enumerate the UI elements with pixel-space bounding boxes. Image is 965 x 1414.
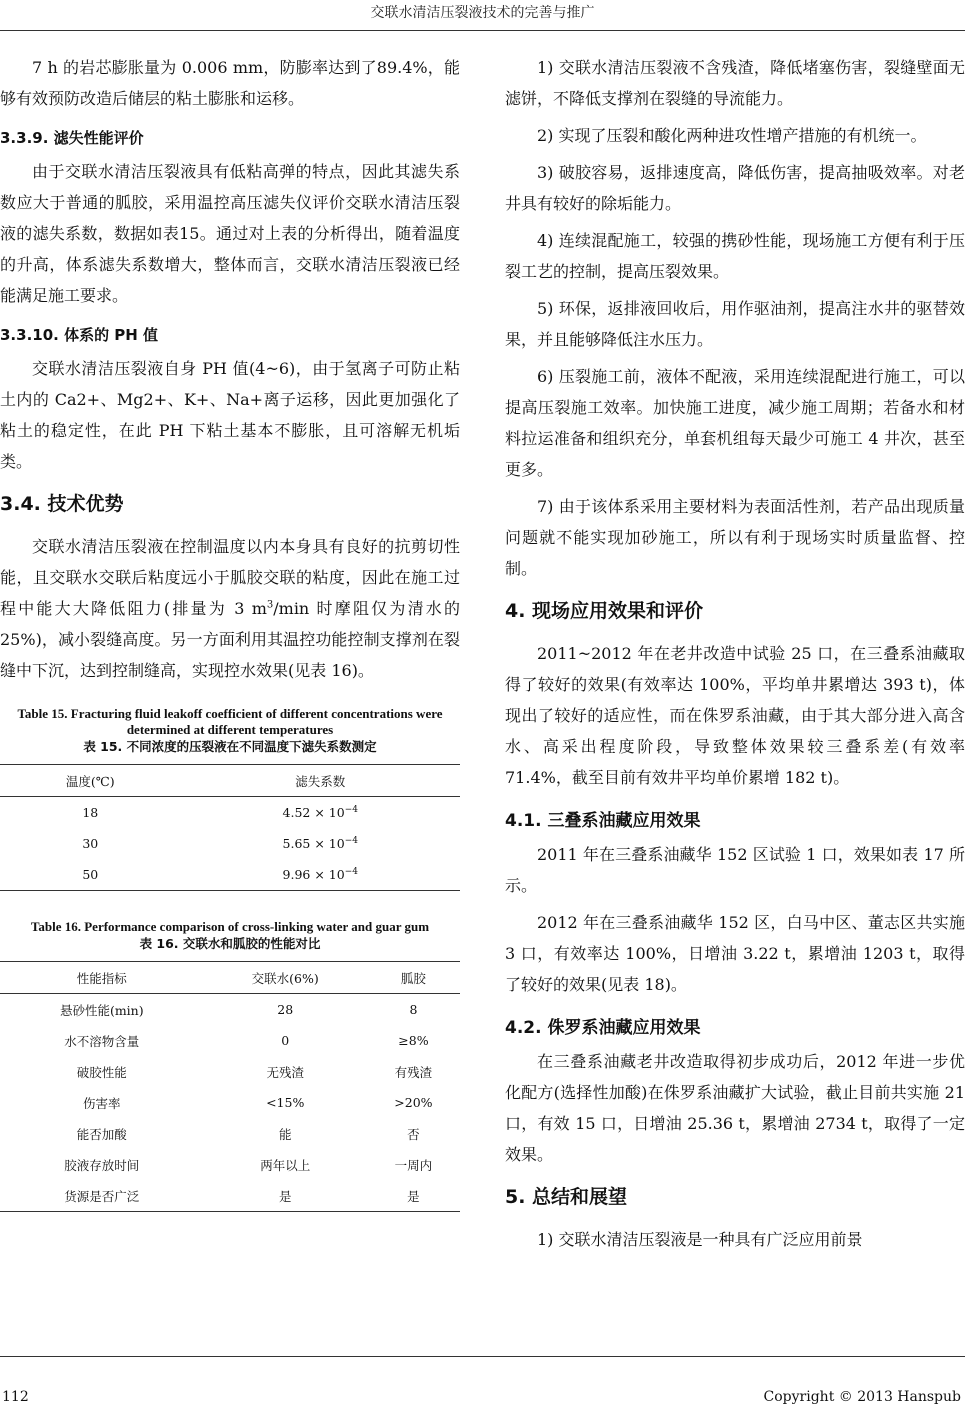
- table-16-col-guar: 胍胶: [400, 970, 426, 986]
- table-15-col-coef: 滤失系数: [295, 773, 346, 789]
- table-row: [0, 994, 460, 1026]
- table-cell: 悬砂性能(min): [59, 1002, 144, 1018]
- list-item-2: 2) 实现了压裂和酸化两种进攻性增产措施的有机统一。: [537, 126, 927, 145]
- paragraph-advantage: [0, 531, 460, 686]
- paragraph-ph: 交联水清洁压裂液自身 PH 值(4~6)，由于氢离子可防止粘土内的 Ca2+、Mg2+、K+、Na+离子运移，因此更加强化了粘土的稳定性，在此 PH 下粘土基本不膨胀，且可溶解无机垢类。: [0, 359, 460, 471]
- table-15-caption-en: Table 15. Fracturing fluid leakoff coefficient of different concentrations were determined at different temperatures: [17, 706, 443, 737]
- table-cell: 30: [82, 836, 99, 851]
- table-15: [0, 764, 460, 891]
- coef-exp: −4: [344, 804, 358, 815]
- heading-4: 4. 现场应用效果和评价: [505, 600, 704, 622]
- table-cell: [181, 797, 460, 829]
- table-cell: [181, 828, 460, 859]
- table-cell: 否: [407, 1126, 420, 1142]
- copyright: Copyright © 2013 Hanspub: [763, 1389, 961, 1405]
- right-column: [505, 52, 965, 1261]
- paragraph-summary-1: 1) 交联水清洁压裂液是一种具有广泛应用前景: [537, 1230, 863, 1249]
- paragraph-leakoff: 由于交联水清洁压裂液具有低粘高弹的特点，因此其滤失系数应大于普通的胍胶，采用温控高压滤失仪评价交联水清洁压裂液的滤失系数，数据如表15。通过对上表的分析得出，随着温度的升高，体系滤失系数增大，整体而言，交联水清洁压裂液已经能满足施工要求。: [0, 162, 460, 305]
- table-row: [0, 828, 460, 859]
- heading-3-3-10: 3.3.10. 体系的 PH 值: [0, 326, 159, 344]
- table-cell: 破胶性能: [76, 1064, 127, 1080]
- footer-rule: [0, 1356, 965, 1357]
- table-15-col-temp: 温度(℃): [65, 773, 115, 789]
- heading-5: 5. 总结和展望: [505, 1186, 628, 1208]
- table-cell: 0: [281, 1033, 290, 1048]
- heading-4-2: 4.2. 侏罗系油藏应用效果: [505, 1018, 701, 1038]
- table-cell: 50: [82, 867, 99, 882]
- table-cell: 是: [278, 1188, 292, 1204]
- list-item-1: 1) 交联水清洁压裂液不含残渣，降低堵塞伤害，裂缝壁面无滤饼，不降低支撑剂在裂缝的导流能力。: [505, 58, 965, 108]
- coef-exp: −4: [344, 835, 358, 846]
- table-16-col-water: 交联水(6%): [251, 970, 319, 986]
- advantage-sup: 3: [266, 599, 274, 611]
- table-cell: [181, 859, 460, 891]
- table-cell: 能否加酸: [76, 1126, 127, 1142]
- table-16-caption-en: Table 16. Performance comparison of cross-linking water and guar gum: [30, 919, 430, 934]
- table-cell: 伤害率: [83, 1095, 121, 1111]
- advantage-text-b: /min 时摩阻仅为清水的 25%)，减小裂缝高度。另一方面利用其温控功能控制支撑剂在裂缝中下沉，达到控制缝高，实现控水效果(见表 16)。: [0, 599, 460, 680]
- table-cell: 胶液存放时间: [64, 1157, 140, 1173]
- advantage-text-a: 交联水清洁压裂液在控制温度以内本身具有良好的抗剪切性能，且交联水交联后粘度远小于胍胶交联的粘度，因此在施工过程中能大大降低阻力(排量为 3 m: [0, 537, 460, 618]
- table-row: [0, 797, 460, 829]
- heading-3-4: 3.4. 技术优势: [0, 493, 124, 515]
- table-15-caption-cn: 表 15. 不同浓度的压裂液在不同温度下滤失系数测定: [83, 739, 377, 754]
- table-16-col-metric: 性能指标: [76, 970, 127, 986]
- coef-base: 9.96 × 10: [282, 867, 345, 883]
- table-row: [0, 1087, 460, 1118]
- table-cell: ≥8%: [398, 1033, 429, 1048]
- table-cell: <15%: [266, 1095, 305, 1110]
- list-item-6: 6) 压裂施工前，液体不配液，采用连续混配进行施工，可以提高压裂施工效率。加快施工进度，减少施工周期；若备水和材料拉运准备和组织充分，单套机组每天最少可施工 4 井次，甚至更多。: [505, 367, 965, 479]
- table-cell: 水不溶物含量: [64, 1033, 140, 1049]
- heading-4-1: 4.1. 三叠系油藏应用效果: [505, 811, 701, 831]
- table-cell: 18: [82, 805, 99, 820]
- table-cell: 28: [277, 1002, 294, 1017]
- list-item-5: 5) 环保，返排液回收后，用作驱油剂，提高注水井的驱替效果，并且能够降低注水压力。: [505, 299, 965, 349]
- paragraph-jurassic: 在三叠系油藏老井改造取得初步成功后，2012 年进一步优化配方(选择性加酸)在侏罗系油藏扩大试验，截止目前共实施 21 口，有效 15 口，日增油 25.36 t，累增油 2734 t，取得了一定效果。: [505, 1052, 965, 1164]
- header-rule: [0, 30, 965, 31]
- table-row: [0, 1118, 460, 1149]
- table-cell: 无残渣: [266, 1064, 304, 1080]
- coef-base: 4.52 × 10: [282, 805, 345, 821]
- table-row: [0, 1149, 460, 1180]
- table-cell: 能: [278, 1126, 292, 1142]
- paragraph-triassic-2012: 2012 年在三叠系油藏华 152 区，白马中区、董志区共实施 3 口，有效率达 100%，日增油 3.22 t，累增油 1203 t，取得了较好的效果(见表 18)。: [505, 913, 965, 994]
- coef-base: 5.65 × 10: [282, 836, 345, 852]
- list-item-4: 4) 连续混配施工，较强的携砂性能，现场施工方便有利于压裂工艺的控制，提高压裂效果。: [505, 231, 965, 281]
- table-row: [0, 1025, 460, 1056]
- table-cell: 两年以上: [260, 1157, 311, 1173]
- page-number: 112: [2, 1389, 29, 1405]
- table-cell: 8: [409, 1002, 418, 1017]
- list-item-3: 3) 破胶容易，返排速度高，降低伤害，提高抽吸效率。对老井具有较好的除垢能力。: [505, 163, 965, 213]
- table-cell: >20%: [394, 1095, 433, 1110]
- table-cell: 一周内: [394, 1157, 433, 1173]
- paragraph-triassic-2011: 2011 年在三叠系油藏华 152 区试验 1 口，效果如表 17 所示。: [505, 845, 965, 895]
- table-16: [0, 961, 460, 1212]
- table-cell: 有残渣: [394, 1064, 433, 1080]
- list-item-7: 7) 由于该体系采用主要材料为表面活性剂，若产品出现质量问题就不能实现加砂施工，所以有利于现场实时质量监督、控制。: [505, 497, 965, 578]
- paragraph-swelling: 7 h 的岩芯膨胀量为 0.006 mm，防膨率达到了89.4%，能够有效预防改造后储层的粘土膨胀和运移。: [0, 58, 460, 108]
- table-cell: 货源是否广泛: [64, 1188, 140, 1204]
- table-row: [0, 1180, 460, 1212]
- paragraph-field-application: 2011~2012 年在老井改造中试验 25 口，在三叠系油藏取得了较好的效果(有效率达 100%，平均单井累增达 393 t)，体现出了较好的适应性，而在侏罗系油藏，由于其大部分进入高含水、高采出程度阶段，导致整体效果较三叠系差(有效率 71.4%，截至目前有效井平均单价累增 182 t)。: [505, 644, 965, 787]
- table-15-header-row: [0, 765, 460, 797]
- table-cell: 是: [407, 1188, 420, 1204]
- table-row: [0, 859, 460, 891]
- left-column: [0, 52, 460, 1212]
- table-row: [0, 1056, 460, 1087]
- table-16-caption-cn: 表 16. 交联水和胍胶的性能对比: [139, 936, 321, 951]
- running-header: 交联水清洁压裂液技术的完善与推广: [370, 5, 595, 21]
- heading-3-3-9: 3.3.9. 滤失性能评价: [0, 129, 144, 147]
- coef-exp: −4: [344, 866, 358, 877]
- table-16-header-row: [0, 962, 460, 994]
